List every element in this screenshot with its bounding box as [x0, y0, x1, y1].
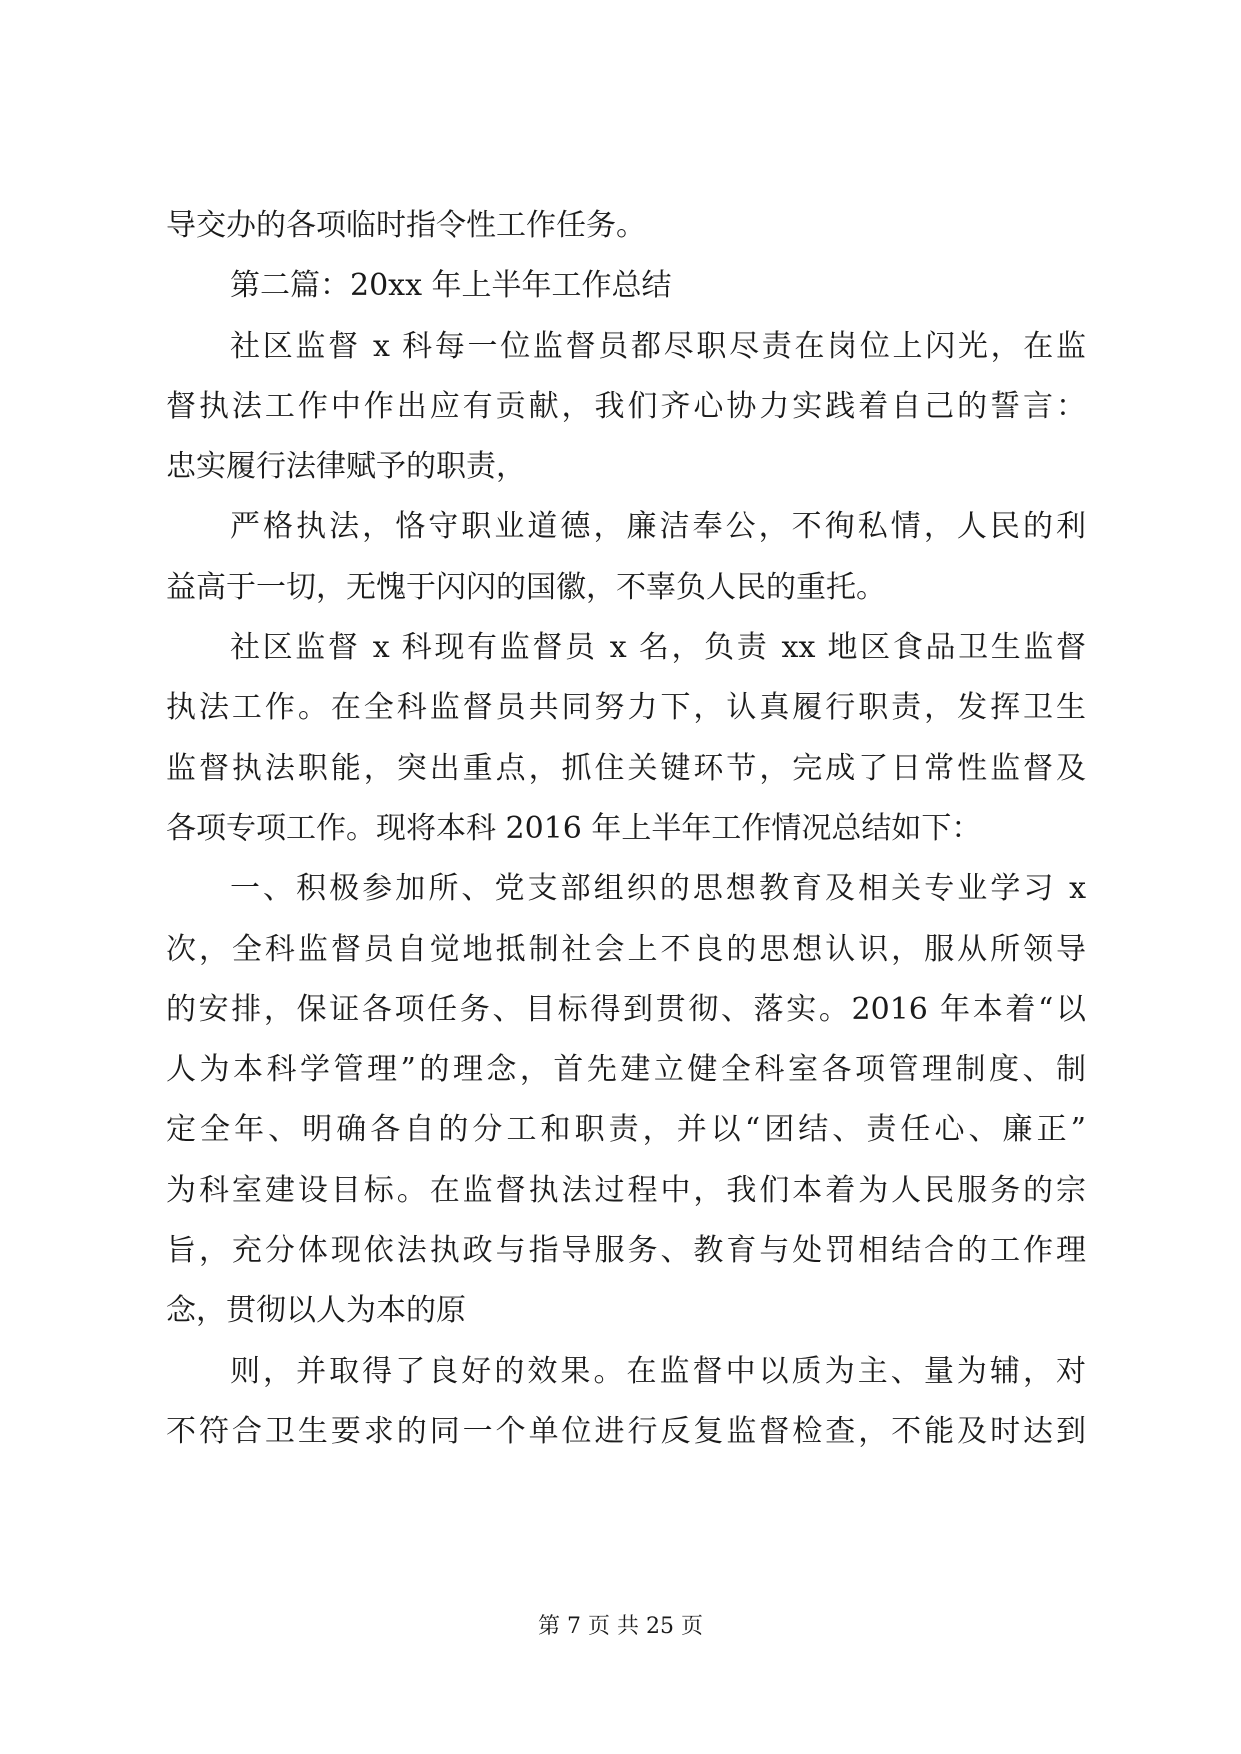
text-line: 监督执法职能，突出重点，抓住关键环节，完成了日常性监督及 — [166, 750, 1086, 786]
page-footer: 第 7 页 共 25 页 — [538, 1614, 703, 1639]
text-line: 定全年、明确各自的分工和职责，并以“团结、责任心、廉正” — [166, 1112, 1086, 1148]
text-line: 社区监督 x 科现有监督员 x 名，负责 xx 地区食品卫生监督 — [230, 630, 1086, 666]
text-line: 督执法工作中作出应有贡献，我们齐心协力实践着自己的誓言： — [166, 388, 1086, 424]
text-line: 一、积极参加所、党支部组织的思想教育及相关专业学习 x — [230, 871, 1086, 907]
text-line: 社区监督 x 科每一位监督员都尽职尽责在岗位上闪光，在监 — [230, 328, 1086, 364]
text-line: 不符合卫生要求的同一个单位进行反复监督检查，不能及时达到 — [166, 1413, 1086, 1449]
text-line: 导交办的各项临时指令性工作任务。 — [166, 208, 646, 243]
text-line: 益高于一切，无愧于闪闪的国徽，不辜负人民的重托。 — [166, 569, 886, 605]
text-line: 忠实履行法律赋予的职责， — [166, 449, 526, 485]
text-line: 为科室建设目标。在监督执法过程中，我们本着为人民服务的宗 — [166, 1172, 1086, 1208]
text-line: 严格执法，恪守职业道德，廉洁奉公，不徇私情，人民的利 — [230, 509, 1086, 545]
text-line: 人为本科学管理”的理念，首先建立健全科室各项管理制度、制 — [166, 1052, 1086, 1088]
document-body — [166, 196, 1086, 1462]
text-line: 执法工作。在全科监督员共同努力下，认真履行职责，发挥卫生 — [166, 690, 1086, 726]
text-line: 第二篇：20xx 年上半年工作总结 — [230, 268, 672, 304]
text-line: 各项专项工作。现将本科 2016 年上半年工作情况总结如下： — [166, 810, 982, 846]
text-line: 的安排，保证各项任务、目标得到贯彻、落实。2016 年本着“以 — [166, 991, 1086, 1027]
text-line: 次，全科监督员自觉地抵制社会上不良的思想认识，服从所领导 — [166, 931, 1086, 967]
text-line: 念，贯彻以人为本的原 — [166, 1293, 466, 1329]
text-line: 旨，充分体现依法执政与指导服务、教育与处罚相结合的工作理 — [166, 1233, 1086, 1269]
text-line: 则，并取得了良好的效果。在监督中以质为主、量为辅，对 — [230, 1353, 1086, 1389]
